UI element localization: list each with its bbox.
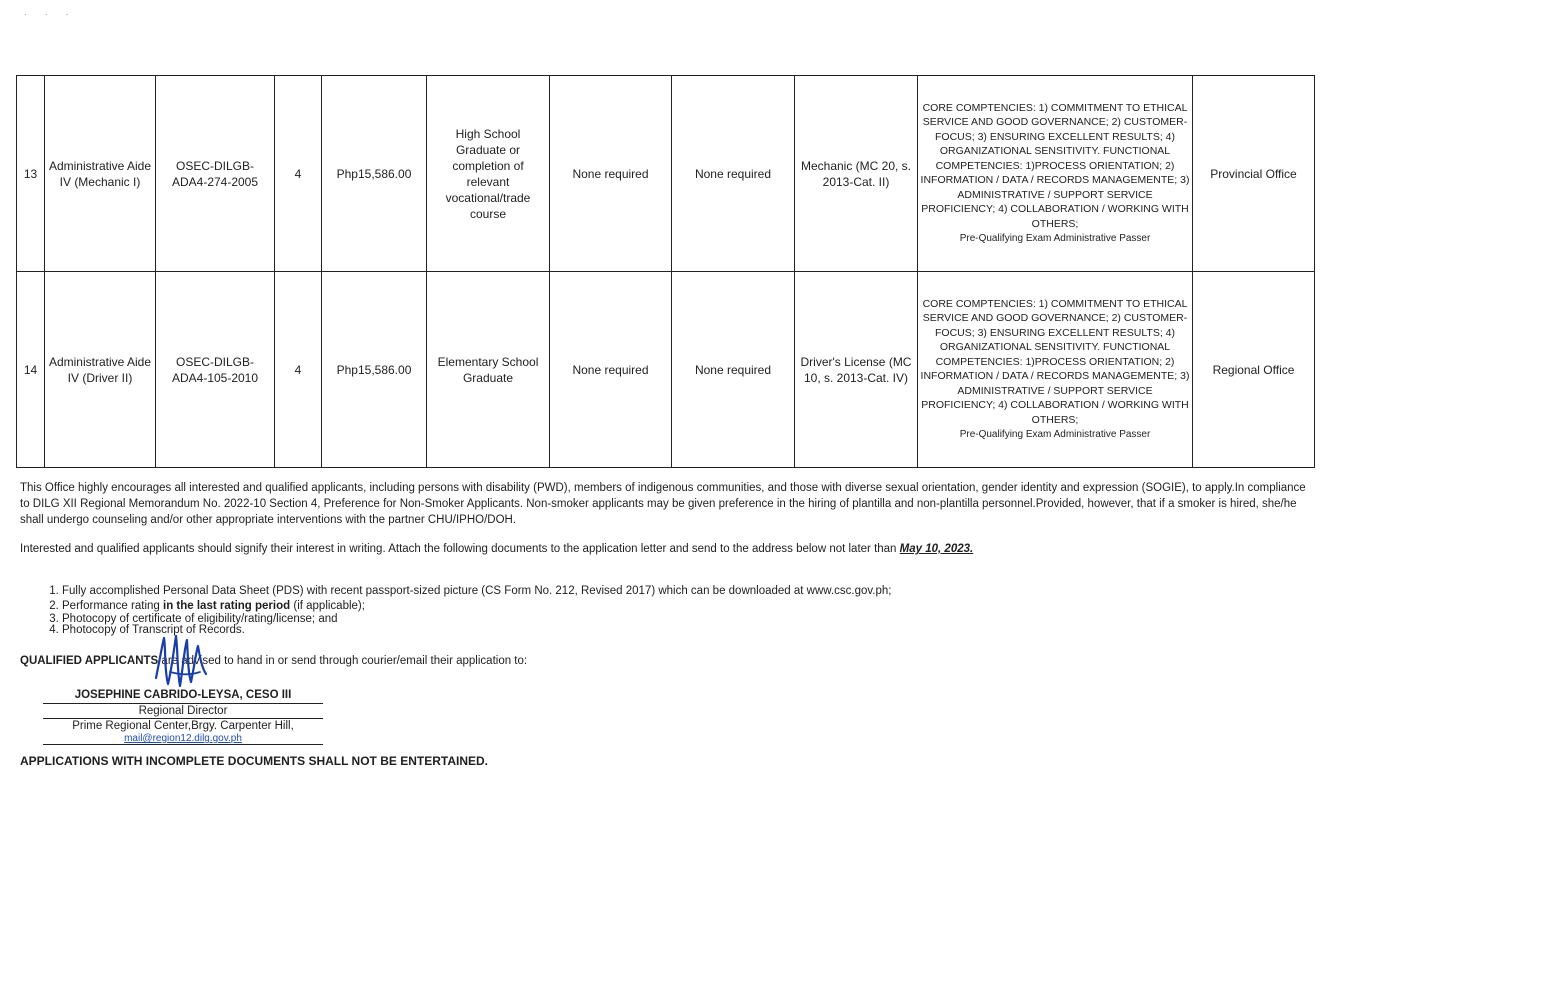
- plantilla-item-number: OSEC-DILGB-ADA4-105-2010: [156, 272, 275, 468]
- exam-requirement: Pre-Qualifying Exam Administrative Passer: [959, 233, 1151, 244]
- signatory-address: Prime Regional Center,Brgy. Carpenter Hill,: [72, 720, 294, 732]
- competency-text: CORE COMPTENCIES: 1) COMMITMENT TO ETHICAL SERVICE AND GOOD GOVERNANCE; 2) CUSTOMER-FOCUS; 3) ENSURING EXCELLENT RESULTS; 4) ORGANIZATIONAL SENSITIVITY. FUNCTIONAL COMPETENCIES: 1)PROCESS ORIENTATION; 2) INFORMATION / DATA / RECORDS MANAGEMENTE; 3) ADMINISTRATIVE / SUPPORT SERVICE PROFICIENCY; 4) COLLABORATION / WORKING WITH OTHERS;: [920, 101, 1190, 230]
- position-title: Administrative Aide IV (Mechanic I): [45, 76, 156, 272]
- scan-speck-marks: · · ·: [24, 10, 77, 19]
- place-of-assignment: Provincial Office: [1193, 76, 1315, 272]
- signatory-email-link[interactable]: mail@region12.dilg.gov.ph: [43, 733, 323, 745]
- list-item: 1. Fully accomplished Personal Data Sheet (PDS) with recent passport-sized picture (CS Form No. 212, Revised 2017) which can be downloaded at www.csc.gov.ph;: [62, 584, 891, 599]
- education-requirement: Elementary School Graduate: [427, 272, 550, 468]
- encouragement-paragraph: This Office highly encourages all interested and qualified applicants, including persons with disability (PWD), members of indigenous communities, and those with diverse sexual orientation, gender identity and expression (SOGIE), to apply.In compliance to DILG XII Regional Memorandum No. 2022-10 Section 4, Preference for Non-Smoker Applicants. Non-smoker applicants may be given preference in the hiring of plantilla and non-plantilla personnel.Provided, however, that if a smoker is hired, she/he shall undergo counseling and/or other appropriate interventions with the partner CHU/IPHO/DOH.: [20, 482, 1306, 526]
- table-row: [17, 272, 1315, 468]
- plantilla-item-number: OSEC-DILGB-ADA4-274-2005: [156, 76, 275, 272]
- list-item: 2. Performance rating in the last rating period (if applicable);: [62, 599, 891, 614]
- competency-text: CORE COMPTENCIES: 1) COMMITMENT TO ETHICAL SERVICE AND GOOD GOVERNANCE; 2) CUSTOMER-FOCUS; 3) ENSURING EXCELLENT RESULTS; 4) ORGANIZATIONAL SENSITIVITY. FUNCTIONAL COMPETENCIES: 1)PROCESS ORIENTATION; 2) INFORMATION / DATA / RECORDS MANAGEMENTE; 3) ADMINISTRATIVE / SUPPORT SERVICE PROFICIENCY; 4) COLLABORATION / WORKING WITH OTHERS;: [920, 297, 1190, 426]
- experience-requirement: None required: [672, 76, 795, 272]
- qualified-rest: are advised to hand in or send through courier/email their application to:: [161, 655, 528, 667]
- competency-cell: [918, 76, 1193, 272]
- incomplete-documents-warning: APPLICATIONS WITH INCOMPLETE DOCUMENTS SHALL NOT BE ENTERTAINED.: [20, 754, 488, 768]
- monthly-salary: Php15,586.00: [322, 272, 427, 468]
- training-requirement: None required: [550, 272, 672, 468]
- eligibility-requirement: Driver's License (MC 10, s. 2013-Cat. IV): [795, 272, 918, 468]
- deadline-date: May 10, 2023.: [899, 543, 974, 555]
- table-row: [17, 76, 1315, 272]
- instruction-paragraph: [20, 541, 1310, 557]
- qualified-lead: QUALIFIED APPLICANTS: [20, 655, 159, 667]
- experience-requirement: None required: [672, 272, 795, 468]
- instruction-text: Interested and qualified applicants should signify their interest in writing. Attach the following documents to the application letter and send to the address below not later than: [20, 543, 897, 555]
- eligibility-requirement: Mechanic (MC 20, s. 2013-Cat. II): [795, 76, 918, 272]
- place-of-assignment: Regional Office: [1193, 272, 1315, 468]
- monthly-salary: Php15,586.00: [322, 76, 427, 272]
- salary-grade: 4: [275, 76, 322, 272]
- training-requirement: None required: [550, 76, 672, 272]
- qualified-applicants-note: [20, 655, 527, 667]
- signatory-block: [43, 688, 323, 745]
- row-number: 14: [17, 272, 45, 468]
- signatory-title: Regional Director: [43, 704, 323, 719]
- row-number: 13: [17, 76, 45, 272]
- handwritten-signature: [150, 628, 210, 690]
- positions-table: [16, 75, 1315, 468]
- list-item: 3. Photocopy of certificate of eligibility/rating/license; and: [62, 614, 891, 625]
- exam-requirement: Pre-Qualifying Exam Administrative Passer: [959, 429, 1151, 440]
- salary-grade: 4: [275, 272, 322, 468]
- competency-cell: [918, 272, 1193, 468]
- position-title: Administrative Aide IV (Driver II): [45, 272, 156, 468]
- signatory-name: JOSEPHINE CABRIDO-LEYSA, CESO III: [43, 688, 323, 704]
- list-item: 4. Photocopy of Transcript of Records.: [62, 625, 891, 636]
- education-requirement: High School Graduate or completion of relevant vocational/trade course: [427, 76, 550, 272]
